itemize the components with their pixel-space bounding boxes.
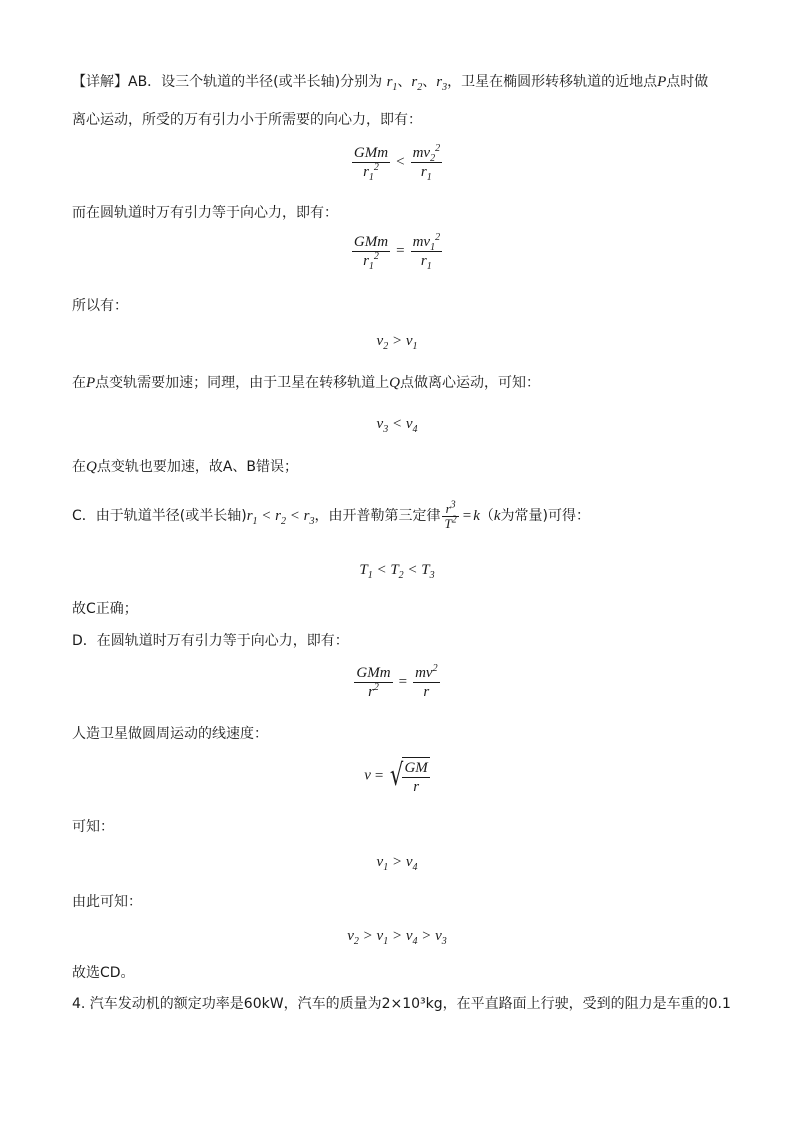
text-line-10: 人造卫星做圆周运动的线速度： (72, 726, 268, 742)
text-line-7: C．由于轨道半径(或半长轴)$r_1 < r_2 < r_3$，由开普勒第三定律 $\frac{r^3}{T^2}$ = k（k为常量)可得： (72, 499, 590, 531)
text-line-11: 可知： (72, 819, 114, 835)
equation-velocity-order: $v_2 > v_1 > v_4 > v_3$ (347, 928, 447, 947)
text-line-13: 故选CD。 (72, 965, 135, 981)
equation-orbital-velocity: v = √ $\frac{GM}{r}$ (364, 758, 428, 795)
equation-v3-lt-v4: $v_3 < v_4$ (376, 416, 418, 435)
text-line-12: 由此可知： (72, 894, 142, 910)
text-line-9: D．在圆轨道时万有引力等于向心力，即有： (72, 633, 349, 649)
equation-v1-gt-v4: $v_1 > v_4$ (376, 854, 418, 873)
detail-tag: 【详解】 (72, 74, 128, 90)
text-line-4: 所以有： (72, 298, 128, 314)
text-line-2: 离心运动，所受的万有引力小于所需要的向心力，即有： (72, 112, 422, 128)
math-r3: $r_3$ (436, 74, 448, 93)
equation-period-order: $T_1 < T_2 < T_3$ (359, 562, 435, 581)
text-line-3: 而在圆轨道时万有引力等于向心力，即有： (72, 205, 338, 221)
text-line-5: 在P点变轨需要加速；同理，由于卫星在转移轨道上Q点做离心运动，可知： (72, 375, 541, 391)
equation-gravity-equals-centripetal-general: $\frac{\text{GMm}}{r^2}$ = $\frac{mv^2}{r}$ (356, 663, 438, 700)
equation-v2-gt-v1: $v_2 > v_1$ (376, 333, 418, 352)
text-line-6: 在Q点变轨也要加速，故A、B错误； (72, 459, 299, 475)
kepler-fraction: $\frac{r^3}{T^2}$ (444, 499, 457, 531)
math-radius-order: $r_1 < r_2 < r_3$ (246, 508, 315, 527)
math-r2: $r_2$ (411, 74, 423, 93)
text-line-1: 【详解】AB．设三个轨道的半径(或半长轴)分别为 $r_1$、$r_2$、$r_3$，卫星在椭圆形转移轨道的近地点P点时做 (72, 74, 709, 93)
equation-gravity-equals-centripetal-1: $\frac{\text{GMm}}{r_1^2}$ = $\frac{mv_1^2}{r_1}$ (353, 232, 441, 272)
text-line-8: 故C正确； (72, 601, 138, 617)
math-r1: $r_1$ (386, 74, 398, 93)
question-4-text: 4. 汽车发动机的额定功率是60kW，汽车的质量为2×10³kg，在平直路面上行驶，受到的阻力是车重的0.1 (72, 996, 731, 1012)
equation-gravity-less-than-centripetal: $\frac{\text{GMm}}{r_1^2}$ < $\frac{mv_2^2}{r_1}$ (353, 143, 441, 183)
